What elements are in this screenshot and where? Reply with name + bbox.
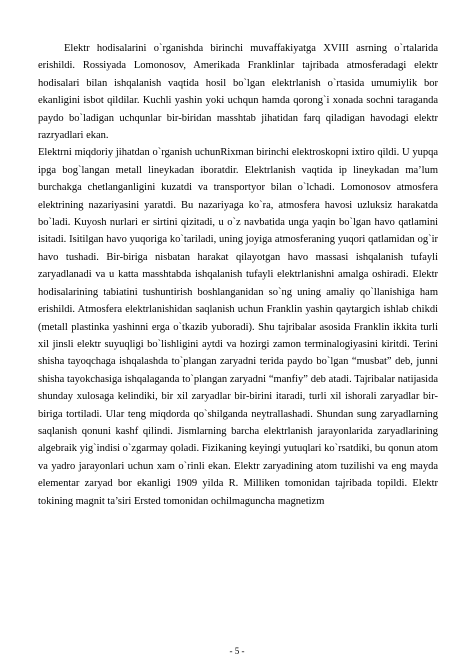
page-number: - 5 - (229, 646, 245, 656)
paragraph-intro: Elektr hodisalarini o`rganishda birinchi muvaffakiyatga XVIII asrning o`rtalarida erishildi. Rossiyada Lomonosov, Amerikada Franklinlar tajribada atmosferadagi elektr hodisalari bilan ishqalanish vaqtida hosil bo`lgan elektrlanish o`rtasida umumiylik bor ekanligini isbot qildilar. Kuchli yashin yoki uchqun hamda qorong`i xonada sochni taraganda paydo bo`ladigan uchqunlar bir-biridan masshtab jihatidan farq qiladigan havodagi elektr razryadlari ekan. (38, 43, 438, 142)
paragraph-body: Elektrni miqdoriy jihatdan o`rganish uchunRixman birinchi elektroskopni ixtiro qildi. U yupqa ipga bog`langan metall lineykadan iboratdir. Elektrlanish vaqtida ip lineykadan ma’lum burchakga chetlanganligini kuzatdi va transportyor bilan o`lchadi. Lomonosov atmosfera elektrining nazariyasini yaratdi. Bu nazariyaga ko`ra, atmosfera havosi uzluksiz harakatda bo`ladi. Kuyosh nurlari er sirtini qizitadi, u o`z navbatida unga yaqin bo`lgan havo qatlamini isitadi. Isitilgan havo yuqoriga ko`tariladi, uning joyiga atmosferaning yuqori qatlamidan og`ir havo tushadi. Bir-biriga nisbatan harakat qilayotgan havo massasi ishqalanish tufayli zaryadlanadi va u katta masshtabda ishqalanish tufayli elektrlanishni amalga oshiradi. Elektr hodisalarining tabiatini tushuntirish boshlanganidan so`ng uning amaliy qo`llanishiga ham erishildi. Atmosfera elektrlanishidan saqlanish uchun Franklin yashin qaytargich ishlab chikdi (metall plastinka yashinni erga o`tkazib yuboradi). Shu tajribalar asosida Franklin ikkita turli xil jinsli elektr suyuqligi bo`lishligini aytdi va hozirgi zamon terminalogiyasini kiritdi. Terini shisha tayoqchaga ishqalashda to`plangan zaryadni terida paydo bo`lgan “musbat” deb, junni shisha tayokchasiga ishqalaganda to`plangan zaryadni “manfiy” deb atadi. Tajribalar natijasida shunday xulosaga kelindiki, bir xil zaryadlar bir-birini itaradi, turli xil ishorali zaryadlar bir-biriga tortiladi. Ular teng miqdorda qo`shilganda neytrallashadi. Shundan sung zaryadlarning saqlanish qonuni kashf qilindi. Jismlarning barcha elektrlanish jarayonlarida zaryadlarining algebraik yig`indisi o`zgarmay qoladi. Fizikaning keyingi yutuqlari ko`rsatdiki, bu qonun atom va yadro jarayonlari uchun xam o`rinli ekan. Elektr zaryadining atom tuzilishi va eng mayda elementar zaryad bor ekanligi 1909 yilda R. Milliken tomonidan tajribada topildi. Elektr tokining magnit ta’siri Ersted tomonidan ochilmaguncha magnetizm (38, 147, 438, 507)
document-page (38, 40, 438, 510)
